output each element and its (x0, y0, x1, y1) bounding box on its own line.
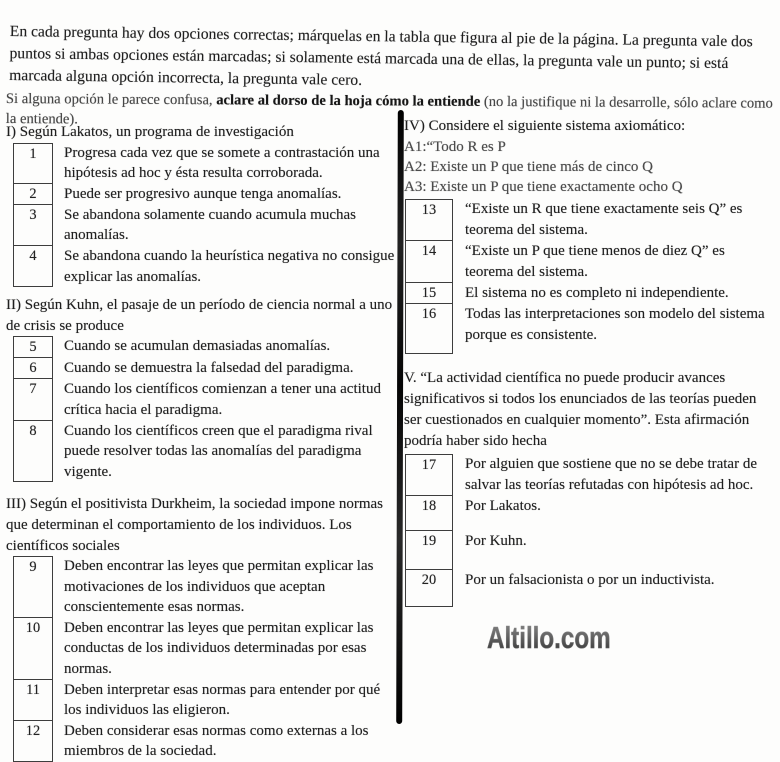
question-row (13, 421, 396, 483)
answer-box-6: 6 (13, 358, 53, 379)
section-i-answer-table (13, 143, 396, 288)
instructions-paragraph: En cada pregunta hay dos opciones correctas; márquelas en la tabla que figura al pie de la página. La pregunta vale dos puntos si ambas opciones están marcadas; si solamente está marcada una de ellas, la pregunta vale un punto; si está marcada alguna opción incorrecta, la pregunta vale cero. (9, 22, 753, 89)
question-text: Cuando los científicos creen que el paradigma rival puede resolver todas las anomalías del paradigma vigente. (64, 422, 373, 480)
question-text: Por alguien que sostiene que no se debe tratar de salvar las teorías refutadas con hipótesis ad hoc. (465, 456, 757, 493)
question-row (13, 184, 396, 205)
section-ii (6, 295, 396, 482)
right-column (404, 116, 776, 607)
question-row (405, 454, 776, 496)
question-row (13, 205, 396, 246)
answer-box-13: 13 (405, 199, 453, 241)
axiom-a1: A1:“Todo R es P (404, 139, 506, 155)
answer-box-15: 15 (405, 283, 453, 304)
answer-box-17: 17 (405, 454, 453, 496)
section-i (6, 122, 396, 287)
question-text: Cuando se acumulan demasiadas anomalías. (64, 338, 331, 355)
section-v-answer-table (405, 454, 776, 607)
axiom-a3: A3: Existe un P que tiene exactamente ocho Q (404, 179, 683, 195)
answer-box-3: 3 (13, 205, 53, 246)
question-row (13, 358, 396, 379)
answer-box-5: 5 (13, 336, 53, 358)
section-iii-answer-table (13, 556, 396, 762)
answer-box-4: 4 (13, 246, 53, 287)
answer-box-14: 14 (405, 241, 453, 283)
question-text: Deben interpretar esas normas para entender por qué los individuos las eligieron. (64, 681, 381, 719)
answer-box-8: 8 (13, 421, 53, 483)
question-text: Se abandona cuando la heurística negativa no consigue explicar las anomalías. (64, 247, 395, 285)
question-row (405, 496, 776, 531)
section-iv (404, 116, 776, 354)
question-text: Todas las interpretaciones son modelo del sistema porque es consistente. (465, 306, 765, 343)
section-v (404, 368, 776, 607)
question-row (405, 283, 776, 304)
question-row (405, 531, 776, 570)
answer-box-20: 20 (405, 570, 453, 607)
answer-box-16: 16 (405, 304, 453, 354)
question-text: El sistema no es completo ni independiente. (465, 285, 729, 301)
question-text: “Existe un R que tiene exactamente seis Q” es teorema del sistema. (465, 201, 743, 238)
answer-box-18: 18 (405, 496, 453, 531)
question-text: “Existe un P que tiene menos de diez Q” es teorema del sistema. (465, 243, 725, 280)
axiom-list (404, 137, 776, 197)
answer-box-11: 11 (13, 680, 53, 721)
note-prefix: Si alguna opción le parece confusa, (5, 90, 217, 108)
note-bold-text: aclare al dorso de la hoja cómo la entiende (216, 91, 481, 110)
section-iv-answer-table (405, 199, 776, 354)
question-row (13, 556, 396, 618)
altillo-watermark: Altillo.com (487, 620, 611, 655)
question-text: Deben encontrar las leyes que permitan explicar las conductas de los individuos determinadas por esas normas. (64, 619, 374, 678)
section-ii-heading: II) Según Kuhn, el pasaje de un período de ciencia normal a uno de crisis se produce (6, 297, 393, 334)
note-suffix: (no la justifique ni la desarrolle, sólo aclare como la entiende). (5, 93, 773, 128)
question-row (13, 618, 396, 680)
answer-box-10: 10 (13, 618, 53, 680)
question-row (405, 304, 776, 354)
answer-box-9: 9 (13, 556, 53, 618)
question-text: Puede ser progresivo aunque tenga anomalías. (64, 185, 342, 202)
column-divider-line (396, 110, 404, 724)
answer-box-12: 12 (13, 721, 53, 762)
section-i-heading: I) Según Lakatos, un programa de investigación (6, 124, 294, 140)
question-row (13, 379, 396, 420)
question-text: Cuando los científicos comienzan a tener una actitud crítica hacia el paradigma. (64, 381, 381, 418)
section-iii-heading: III) Según el positivista Durkheim, la sociedad impone normas que determinan el comportamiento de los individuos. Los científicos sociales (6, 496, 383, 554)
question-row (13, 143, 396, 184)
question-text: Por un falsacionista o por un inductivista. (465, 572, 715, 588)
answer-box-7: 7 (13, 379, 53, 420)
question-row (405, 570, 776, 607)
question-row (13, 680, 396, 721)
answer-box-1: 1 (13, 143, 53, 184)
question-row (405, 241, 776, 283)
answer-box-2: 2 (13, 184, 53, 205)
answer-box-19: 19 (405, 531, 453, 570)
question-row (13, 246, 396, 287)
question-text: Por Lakatos. (465, 498, 541, 514)
question-row (13, 336, 396, 358)
section-v-heading: V. “La actividad científica no puede producir avances significativos si todos los enunciados de las teorías pueden ser cuestionados en cualquier momento”. Esta afirmación podría haber sido hecha (404, 370, 757, 449)
axiom-a2: A2: Existe un P que tiene más de cinco Q (404, 159, 653, 175)
question-text: Se abandona solamente cuando acumula muchas anomalías. (64, 206, 356, 244)
section-iv-heading: IV) Considere el siguiente sistema axiomático: (404, 118, 686, 134)
question-text: Deben encontrar las leyes que permitan explicar las motivaciones de los individuos que aceptan conscientemente esas normas. (64, 558, 374, 616)
question-text: Por Kuhn. (465, 533, 527, 549)
section-ii-answer-table (13, 336, 396, 482)
question-text: Cuando se demuestra la falsedad del paradigma. (64, 360, 354, 377)
section-iii (6, 494, 396, 762)
question-text: Deben considerar esas normas como externas a los miembros de la sociedad. (64, 722, 369, 760)
question-text: Progresa cada vez que se somete a contrastación una hipótesis ad hoc y ésta resulta corroborada. (64, 144, 380, 182)
question-row (405, 199, 776, 241)
left-column (6, 122, 396, 762)
